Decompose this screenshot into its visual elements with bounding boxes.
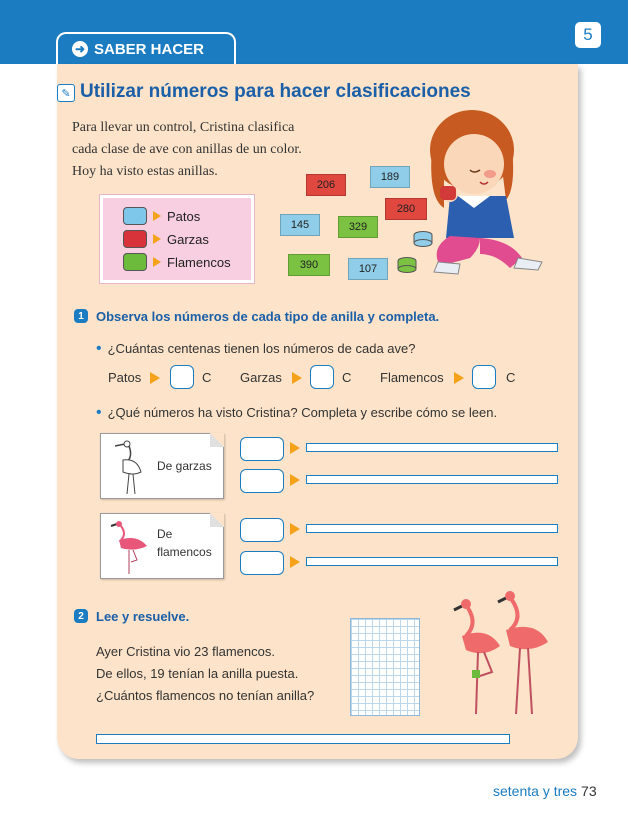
page-number-words: setenta y tres [493,783,578,799]
intro-line: Para llevar un control, Cristina clasifica [72,120,295,135]
label-flamencos: Flamencos [380,370,444,385]
legend-label: Flamencos [167,254,231,270]
flamingos-illustration [444,590,554,720]
section-title: Utilizar números para hacer clasificaciones [80,81,471,102]
intro-line: Hoy ha visto estas anillas. [72,164,218,179]
card-label: De garzas [157,459,212,473]
ring-tag: 329 [338,216,378,238]
pencil-icon: ✎ [57,84,75,102]
arrow-icon [153,257,161,267]
arrow-icon [290,523,300,535]
garzas-card [100,433,224,499]
question-hundreds [96,340,415,358]
number-box[interactable] [240,518,284,542]
flamingo-icon [107,516,151,576]
label-patos: Patos [108,370,142,385]
arrow-icon [454,372,464,384]
number-box[interactable] [240,551,284,575]
tab-label: SABER HACER [94,40,205,58]
exercise-number-badge: 2 [74,609,88,623]
reading-answer-line[interactable] [306,475,558,484]
exercise-1-instruction: Observa los números de cada tipo de anilla y completa. [96,309,440,324]
legend-label: Garzas [167,231,209,247]
reading-answer-line[interactable] [306,443,558,452]
unit-c: C [506,370,516,385]
arrow-icon [153,211,161,221]
answer-box-garzas[interactable] [310,365,334,389]
exercise-2-instruction: Lee y resuelve. [96,609,190,624]
legend-item-garzas [123,229,209,249]
legend-item-flamencos [123,252,231,272]
green-ring-icon [123,253,147,271]
answer-box-flamencos[interactable] [472,365,496,389]
arrow-right-icon: ➜ [72,41,88,57]
ring-tag: 145 [280,214,320,236]
question-numbers [96,404,497,422]
unit-number: 5 [575,22,601,48]
unit-c: C [342,370,352,385]
arrow-icon [290,442,300,454]
reading-answer-line[interactable] [306,524,558,533]
label-garzas: Garzas [240,370,282,385]
arrow-icon [150,372,160,384]
question-text: ¿Cuántas centenas tienen los números de cada ave? [107,341,416,356]
intro-line: cada clase de ave con anillas de un color. [72,142,302,157]
card-label: flamencos [157,545,212,559]
girl-illustration [410,108,552,280]
blue-ring-icon [123,207,147,225]
arrow-icon [292,372,302,384]
saber-hacer-tab [56,32,236,64]
final-answer-line[interactable] [96,734,510,744]
exercise-number-badge: 1 [74,309,88,323]
question-text: ¿Qué números ha visto Cristina? Completa y escribe cómo se leen. [107,405,498,420]
red-ring-icon [123,230,147,248]
folded-corner [210,433,224,447]
page-footer [493,783,597,799]
page-number: 73 [581,783,597,799]
arrow-icon [290,474,300,486]
answer-box-patos[interactable] [170,365,194,389]
reading-answer-line[interactable] [306,557,558,566]
card-label: De [157,527,173,541]
unit-c: C [202,370,212,385]
calculation-grid[interactable] [350,618,420,716]
legend-item-patos [123,206,200,226]
ring-tag: 189 [370,166,410,188]
bullet-icon: • [96,404,102,421]
flamencos-card [100,513,224,579]
arrow-icon [290,556,300,568]
problem-text [96,641,314,707]
ring-tag: 280 [385,198,427,220]
number-box[interactable] [240,437,284,461]
ring-tag: 390 [288,254,330,276]
legend-label: Patos [167,208,201,224]
folded-corner [210,513,224,527]
ring-legend [100,195,254,283]
problem-line: ¿Cuántos flamencos no tenían anilla? [96,688,315,703]
number-box[interactable] [240,469,284,493]
problem-line: Ayer Cristina vio 23 flamencos. [96,644,275,659]
arrow-icon [153,234,161,244]
heron-icon [109,436,149,496]
problem-line: De ellos, 19 tenían la anilla puesta. [96,666,299,681]
ring-tag: 107 [348,258,388,280]
bullet-icon: • [96,340,102,357]
ring-tag: 206 [306,174,346,196]
